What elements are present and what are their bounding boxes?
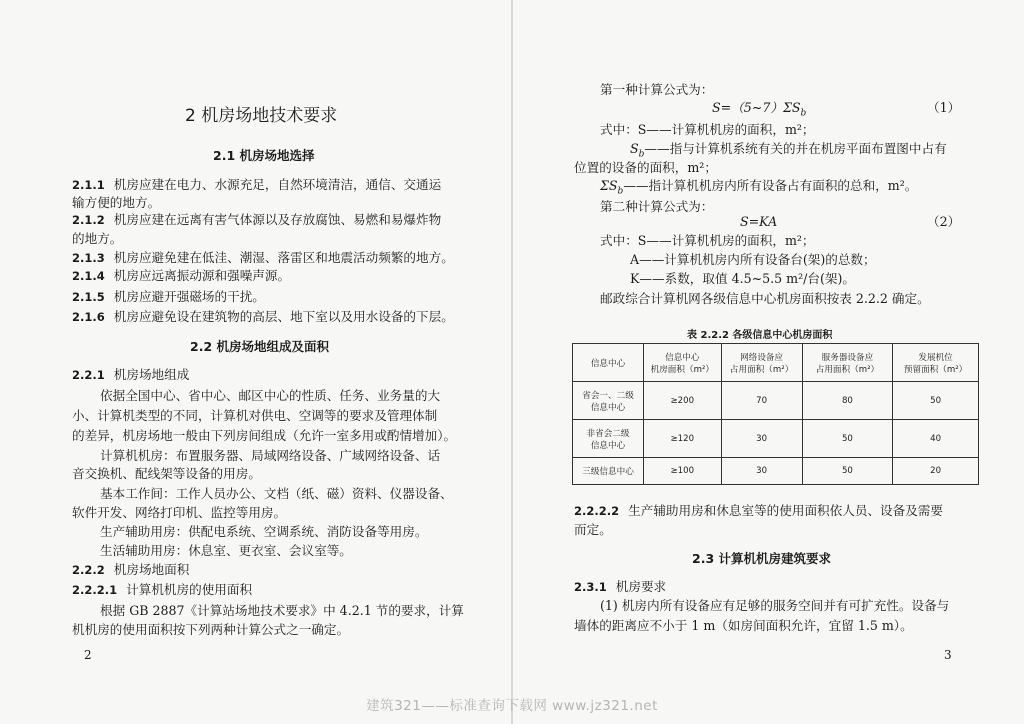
formula-1-subscript: b [617,186,624,197]
definition: ——指计算机机房内所有设备占有面积的总和，m²。 [623,178,918,193]
header-text: 机房面积（m²） [650,364,714,375]
section-2-3-heading: 2.3 计算机机房建筑要求 [692,551,831,566]
clause-2-1-1-continuation: 输方便的地方。 [72,195,161,210]
clause-number: 2.1.4 [72,269,105,283]
paragraph-line: 机机房的使用面积按下列两种计算公式之一确定。 [72,622,350,637]
table-cell: ≥200 [644,382,721,420]
clause-2-1-2 [72,212,441,228]
table-header-cell [573,344,644,382]
table-cell: 30 [721,458,802,485]
clause-text: 机房应远离振动源和强噪声源。 [113,268,291,283]
table-cell: 50 [802,420,892,458]
clause-text: 机房应建在远离有害气体源以及存放腐蚀、易燃和易爆炸物 [113,212,442,227]
header-text: 服务器设备应 [821,352,874,363]
clause-number: 2.2.2 [72,563,105,577]
table-cell: 30 [721,420,802,458]
paragraph-line: 根据 GB 2887《计算站场地技术要求》中 4.2.1 节的要求，计算 [100,603,464,618]
where-line: 式中：S——计算机机房的面积，m²； [600,122,815,137]
section-2-1-heading: 2.1 机房场地选择 [213,148,315,163]
clause-number: 2.2.2.2 [574,504,620,518]
table-row [573,382,979,420]
clause-number: 2.1.3 [72,251,105,265]
clause-2-2-2-2-continuation: 而定。 [574,522,612,537]
table-cell: 70 [721,382,802,420]
table-cell: ≥120 [644,420,721,458]
formula-2: S=KA [740,214,778,229]
paragraph-line: 生活辅助用房：休息室、更衣室、会议室等。 [100,543,352,558]
table-cell: 20 [893,458,979,485]
clause-text: 机房应避开强磁场的干扰。 [113,289,265,304]
clause-text: 机房应建在电力、水源充足，自然环境清洁，通信、交通运 [113,177,442,192]
clause-number: 2.2.1 [72,368,105,382]
clause-text: 机房应避免建在低洼、潮湿、落雷区和地震活动频繁的地方。 [113,250,454,265]
where-line: K——系数，取值 4.5~5.5 m²/台(架)。 [630,271,856,286]
site-watermark: 建筑321——标准查询下载网 www.jz321.net [366,698,658,714]
table-cell: 50 [893,382,979,420]
clause-number: 2.3.1 [574,580,607,594]
clause-2-3-1 [574,579,666,595]
header-text: 发展机位 [918,352,953,363]
paragraph-line: 计算机机房：布置服务器、局域网络设备、广域网络设备、话 [100,448,441,463]
formula-1-body: S=（5~7）ΣS [712,100,801,115]
formula-1-tag: （1） [927,100,961,115]
table-caption: 表 2.2.2 各级信息中心机房面积 [687,330,833,341]
table-header-cell [802,344,892,382]
page-number: 2 [84,648,92,662]
clause-2-1-6 [72,309,454,325]
header-text: 预留面积（m²） [903,364,968,375]
clause-2-1-2-continuation: 的地方。 [72,231,123,246]
table-cell: 三级信息中心 [573,458,644,485]
clause-2-1-5 [72,289,265,305]
table-header-cell [644,344,721,382]
section-2-2-heading: 2.2 机房场地组成及面积 [190,339,329,354]
clause-number: 2.2.2.1 [72,583,118,597]
paragraph-line: 小、计算机类型的不同，计算机对供电、空调等的要求及管理体制 [72,408,438,423]
clause-text: 机房要求 [615,579,667,594]
where-line: 位置的设备的面积，m²； [574,160,717,175]
formula2-intro: 第二种计算公式为： [600,199,714,214]
paragraph-line: 墙体的距离应不小于 1 m（如房间面积允许，宜留 1.5 m）。 [574,618,913,633]
page-number: 3 [944,648,952,662]
table-cell: 40 [893,420,979,458]
clause-text: 机房应避免设在建筑物的高层、地下室以及用水设备的下层。 [113,309,454,324]
header-text: 占用面积（m²） [729,364,794,375]
symbol: ΣS [600,178,618,193]
paragraph-line: 基本工作间：工作人员办公、文档（纸、磁）资料、仪器设备、 [100,486,453,501]
chapter-title: 2 机房场地技术要求 [185,106,338,126]
clause-text: 计算机机房的使用面积 [126,582,253,597]
paragraph-line: (1) 机房内所有设备应有足够的服务空间并有可扩充性。设备与 [600,598,950,613]
table-header-row [573,344,979,382]
formula-1-subscript: b [638,149,645,160]
clause-2-2-1 [72,367,189,383]
clause-text: 机房场地组成 [113,367,190,382]
cell-text: 非省会二级 [586,428,630,439]
table-header-cell [721,344,802,382]
clause-2-2-2-1 [72,582,252,598]
formula1-intro: 第一种计算公式为： [600,82,714,97]
clause-number: 2.1.2 [72,213,105,227]
clause-number: 2.1.6 [72,310,105,324]
table-cell: 80 [802,382,892,420]
table-cell [573,382,644,420]
where-line: 式中：S——计算机机房的面积，m²； [600,233,815,248]
cell-text: 省会一、二级 [582,390,634,401]
cell-text: 信息中心 [590,440,626,451]
paragraph-line: 依据全国中心、省中心、邮区中心的性质、任务、业务量的大 [100,388,441,403]
clause-2-1-1 [72,177,441,193]
clause-2-2-2 [72,562,189,578]
clause-2-2-2-2 [574,503,943,519]
table-cell: ≥100 [644,458,721,485]
table-cell [573,420,644,458]
right-page [512,0,1024,724]
symbol: S [630,141,639,156]
header-text: 网络设备应 [740,352,784,363]
cell-text: 信息中心 [590,402,626,413]
clause-number: 2.1.1 [72,178,105,192]
clause-text: 生产辅助用房和休息室等的使用面积依人员、设备及需要 [628,503,943,518]
paragraph-line: 的差异，机房场地一般由下列房间组成（允许一室多用或酌情增加）。 [72,428,457,443]
table-reference-text: 邮政综合计算机网各级信息中心机房面积按表 2.2.2 确定。 [600,291,930,306]
table-header-cell [893,344,979,382]
formula-1-subscript: b [800,108,807,119]
paragraph-line: 音交换机、配线架等设备的用房。 [72,466,261,481]
clause-number: 2.1.5 [72,290,105,304]
clause-text: 机房场地面积 [113,562,190,577]
table-cell: 50 [802,458,892,485]
clause-2-1-4 [72,268,290,284]
header-text: 信息中心 [665,352,700,363]
paragraph-line: 生产辅助用房：供配电系统、空调系统、消防设备等用房。 [100,524,428,539]
definition: ——指与计算机系统有关的并在机房平面布置图中占有 [644,141,947,156]
header-text: 占用面积（m²） [815,364,880,375]
header-text: 信息中心 [590,358,626,369]
paragraph-line: 软件开发、网络打印机、监控等用房。 [72,505,287,520]
where-line [600,178,917,200]
formula-1 [712,100,806,122]
area-table [572,343,979,485]
where-line: A——计算机机房内所有设备台(架)的总数； [630,252,876,267]
table-row [573,420,979,458]
table-row [573,458,979,485]
clause-2-1-3 [72,250,454,266]
formula-2-tag: （2） [927,214,961,229]
